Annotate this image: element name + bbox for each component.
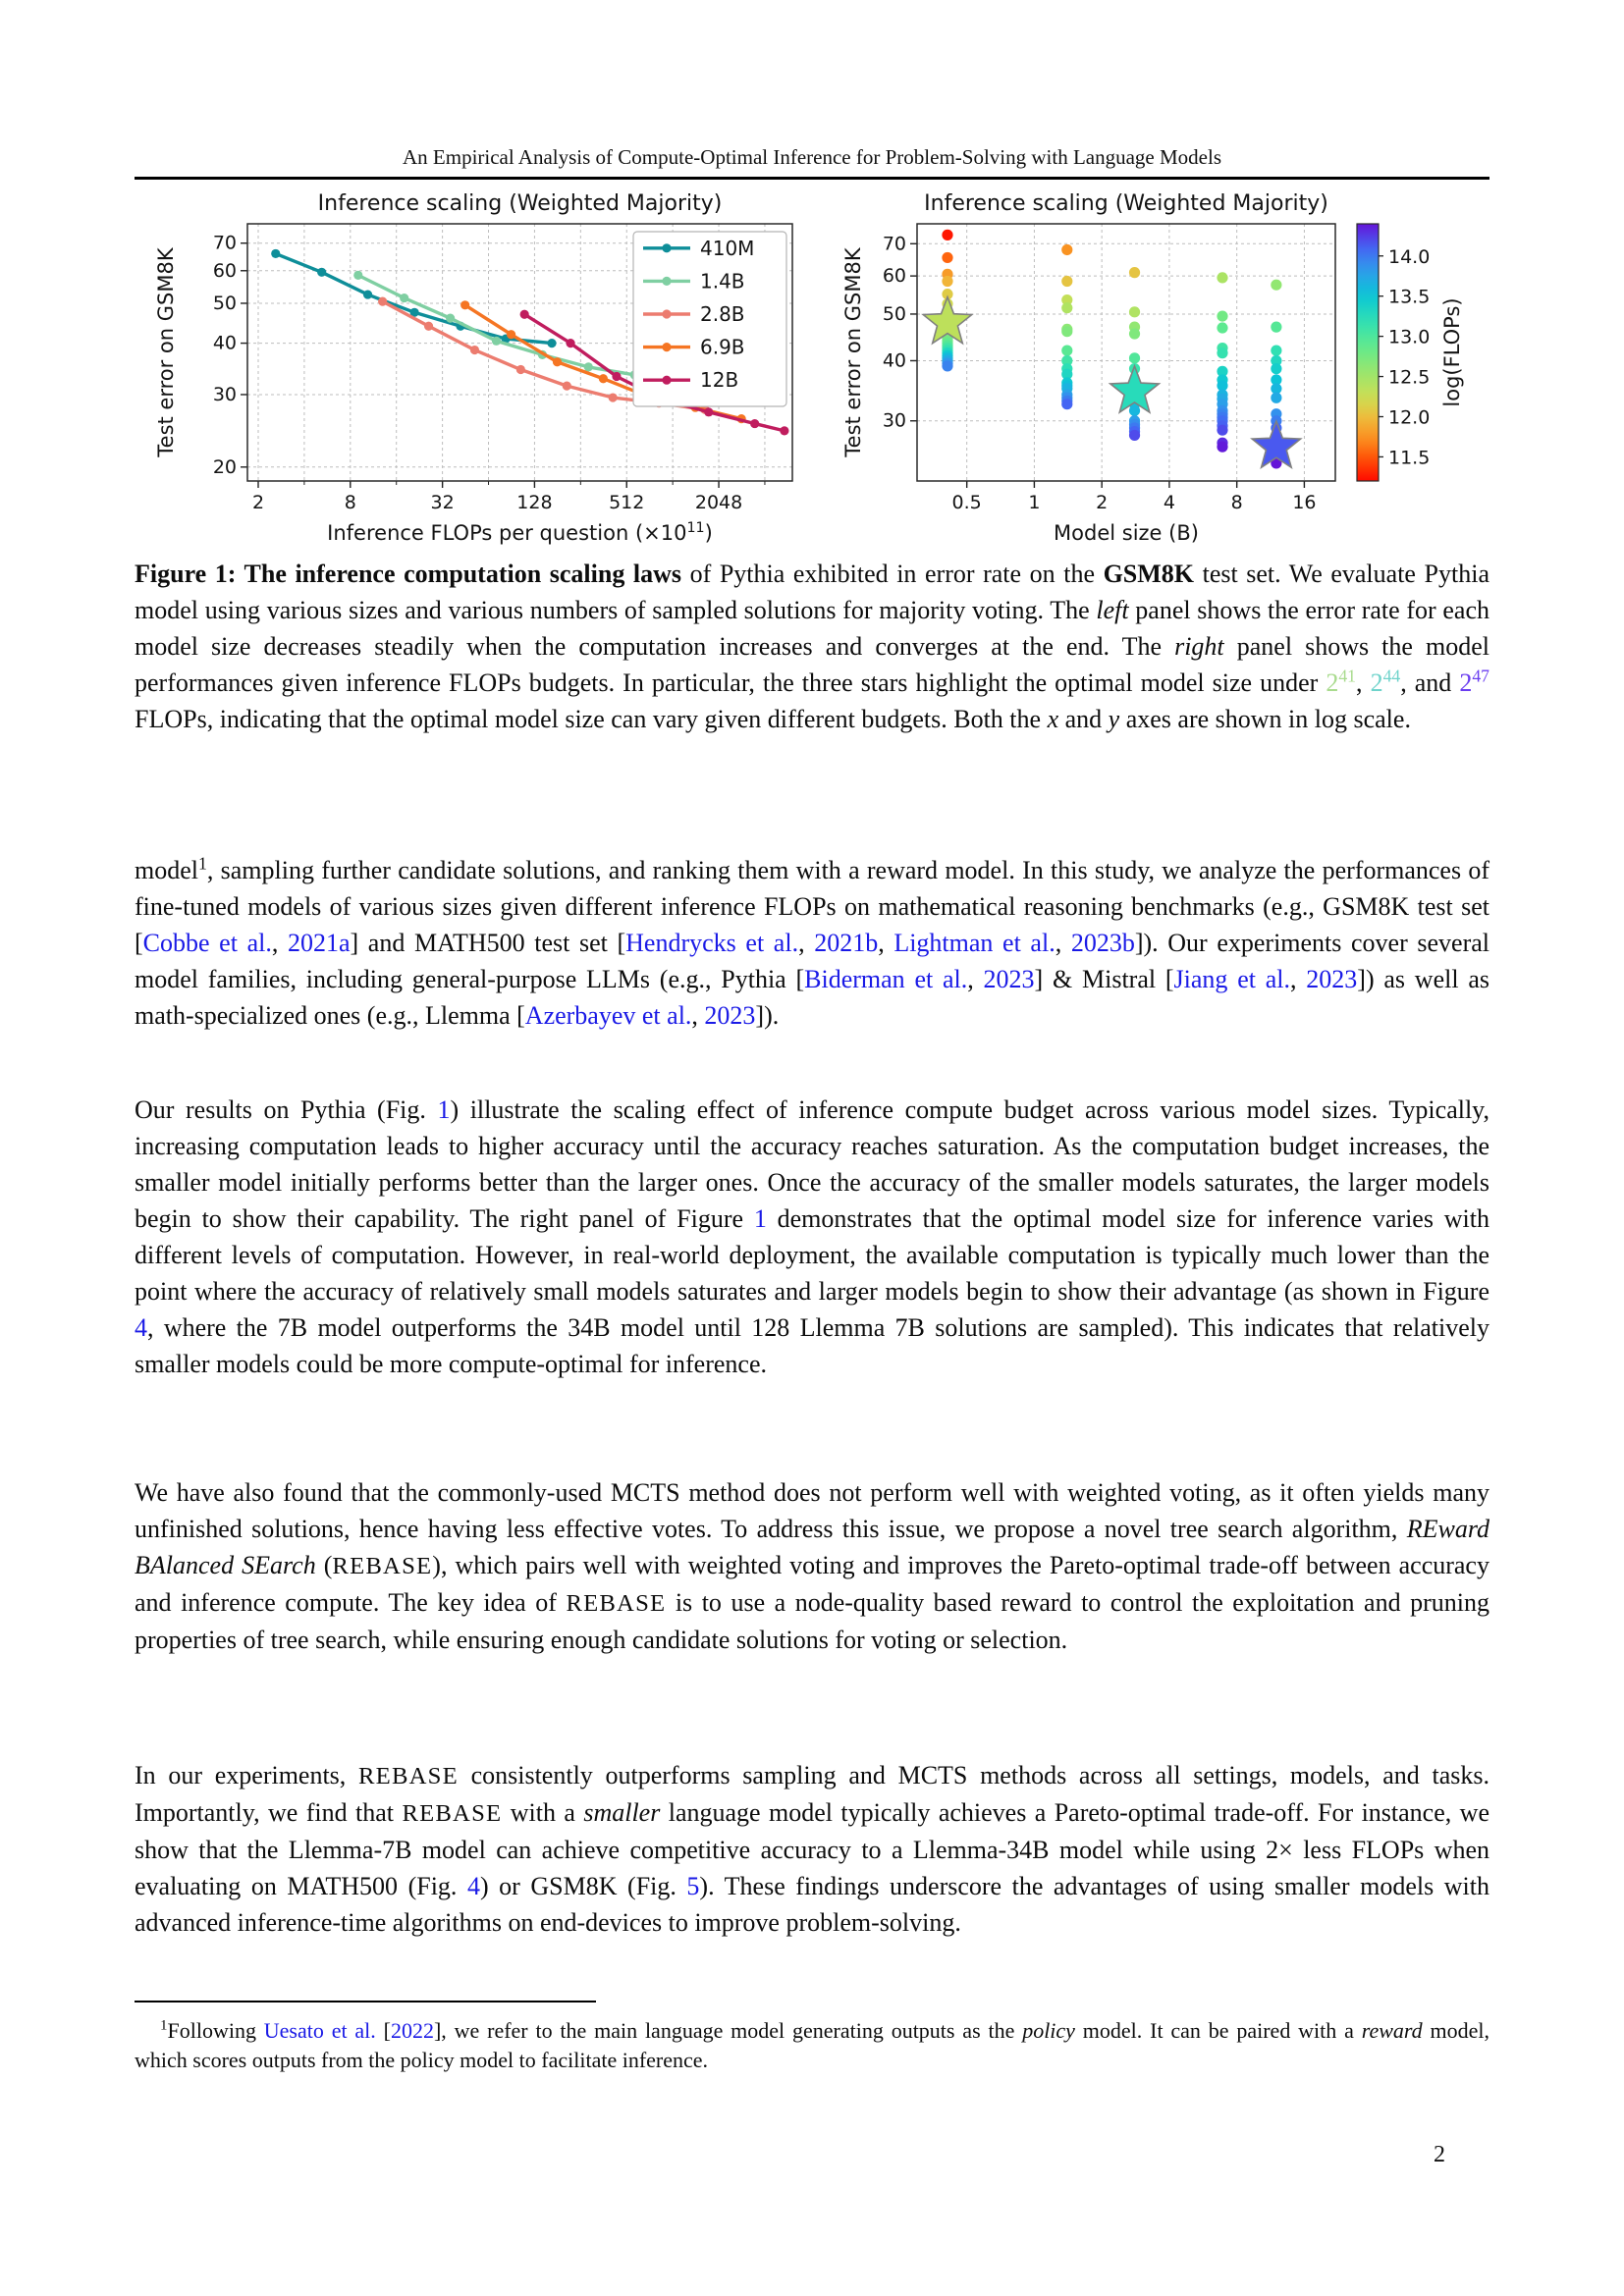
citation-link[interactable]: 4 xyxy=(466,1872,480,1900)
legend xyxy=(633,232,786,406)
chart-title: Inference scaling (Weighted Majority) xyxy=(924,191,1328,216)
svg-text:4: 4 xyxy=(1163,492,1175,513)
citation-link[interactable]: 2023 xyxy=(1306,965,1358,993)
svg-text:1.4B: 1.4B xyxy=(700,269,745,294)
citation-link[interactable]: 4 xyxy=(135,1313,147,1342)
svg-text:512: 512 xyxy=(609,492,645,513)
svg-text:20: 20 xyxy=(212,455,237,478)
citation-link[interactable]: Cobbe et al. xyxy=(142,929,272,957)
svg-text:12.0: 12.0 xyxy=(1388,406,1431,429)
svg-text:2048: 2048 xyxy=(694,492,743,513)
scatter-chart xyxy=(837,188,1475,563)
svg-text:40: 40 xyxy=(882,349,906,372)
svg-text:8: 8 xyxy=(344,492,356,513)
colorbar-label: log(FLOPs) xyxy=(1440,297,1464,407)
svg-text:1: 1 xyxy=(1028,492,1041,513)
svg-text:13.0: 13.0 xyxy=(1388,326,1431,348)
figure-caption: Figure 1: The inference computation scaling laws of Pythia exhibited in error rate on the GSM8K test set. We evaluate Pythia model using various sizes and various numbers of sampled solutions for majority voting. The left panel shows the error rate for each model size decreases steadily when the computation increases and converges at the end. The right panel shows the model performances given inference FLOPs budgets. In particular, the three stars highlight the optimal model size under $2^{41}$, $2^{44}$, and $2^{47}$ FLOPs, indicating that the optimal model size can vary given different budgets. Both the x and y axes are shown in log scale. xyxy=(135,560,1490,733)
y-axis-label: Test error on GSM8K xyxy=(841,247,865,457)
citation-link[interactable]: Lightman et al. xyxy=(893,929,1056,957)
citation-link[interactable]: Azerbayev et al. xyxy=(524,1001,692,1030)
svg-text:32: 32 xyxy=(430,492,455,513)
svg-text:60: 60 xyxy=(212,259,237,282)
citation-link[interactable]: 2023 xyxy=(704,1001,756,1030)
page-number: 2 xyxy=(1434,2142,1445,2167)
citation-link[interactable]: Hendrycks et al. xyxy=(625,929,799,957)
svg-text:40: 40 xyxy=(212,332,237,354)
citation-link[interactable]: 2023 xyxy=(983,965,1035,993)
citation-link[interactable]: 5 xyxy=(686,1872,700,1900)
citation-link[interactable]: 1 xyxy=(437,1095,451,1124)
paragraph-4: In our experiments, REBASE consistently outperforms sampling and MCTS methods across all settings, models, and tasks. Importantly, we find that REBASE with a smaller language model typically achieves a Pareto-optimal trade-off. For instance, we show that the Llemma-7B model can achieve competitive accuracy to a Llemma-34B model while using 2× less FLOPs when evaluating on MATH500 (Fig. 4) or GSM8K (Fig. 5). These findings underscore the advantages of using smaller models with advanced inference-time algorithms on end-devices to improve problem-solving. xyxy=(135,1761,1489,1937)
svg-text:8: 8 xyxy=(1230,492,1243,513)
paragraph-2: Our results on Pythia (Fig. 1) illustrate the scaling effect of inference compute budget across various model sizes. Typically, increasing computation leads to higher accuracy until the accuracy reaches saturation. As the computation budget increases, the smaller model initially performs better than the larger ones. Once the accuracy of the smaller models saturates, the larger models begin to show their capability. The right panel of Figure 1 demonstrates that the optimal model size for inference varies with different levels of computation. However, in real-world deployment, the available computation is typically much lower than the point where the accuracy of relatively small models saturates and larger models begin to show their advantage (as shown in Figure 4, where the 7B model outperforms the 34B model until 128 Llemma 7B solutions are sampled). This indicates that relatively smaller models could be more compute-optimal for inference. xyxy=(135,1095,1489,1378)
svg-text:410M: 410M xyxy=(700,236,755,260)
paragraph-3: We have also found that the commonly-used MCTS method does not perform well with weighted voting, as it often yields many unfinished solutions, hence having less effective votes. To address this issue, we propose a novel tree search algorithm, REward BAlanced SEarch (REBASE), which pairs well with weighted voting and improves the Pareto-optimal trade-off between accuracy and inference compute. The key idea of REBASE is to use a node-quality based reward to control the exploitation and pruning properties of tree search, while ensuring enough candidate solutions for voting or selection. xyxy=(135,1478,1489,1654)
y-axis-label: Test error on GSM8K xyxy=(154,247,178,457)
svg-text:Inference FLOPs per question (: Inference FLOPs per question $(\times 10^{11})$ xyxy=(327,520,713,545)
optimal-model-stars xyxy=(923,297,1300,468)
svg-text:16: 16 xyxy=(1292,492,1317,513)
svg-text:50: 50 xyxy=(212,292,237,314)
citation-link[interactable]: 2021b xyxy=(814,929,879,957)
svg-text:12.5: 12.5 xyxy=(1388,366,1431,389)
citation-link[interactable]: Uesato et al. xyxy=(263,2018,376,2043)
svg-text:70: 70 xyxy=(212,232,237,254)
svg-text:2: 2 xyxy=(1096,492,1109,513)
citation-link[interactable]: 1 xyxy=(753,1204,767,1233)
line-chart xyxy=(149,188,807,563)
footnote-rule xyxy=(135,2001,596,2002)
svg-text:6.9B: 6.9B xyxy=(700,335,745,359)
footnote: $^1$Following Uesato et al. [2022], we refer to the main language model generating outputs as the policy model. It can be paired with a reward model, which scores outputs from the policy model to facilitate inference. xyxy=(135,2017,1489,2072)
svg-text:12B: 12B xyxy=(700,368,739,393)
svg-text:Model size (B): Model size (B) xyxy=(1054,521,1199,545)
colorbar xyxy=(1357,224,1464,481)
svg-text:2: 2 xyxy=(251,492,265,513)
scatter-points xyxy=(942,230,1281,469)
figure-1 xyxy=(135,188,1489,563)
citation-link[interactable]: 2023b xyxy=(1070,929,1135,957)
svg-text:30: 30 xyxy=(212,383,237,405)
svg-text:13.5: 13.5 xyxy=(1388,286,1431,308)
chart-title: Inference scaling (Weighted Majority) xyxy=(317,191,723,216)
citation-link[interactable]: Biderman et al. xyxy=(804,965,968,993)
svg-text:2.8B: 2.8B xyxy=(700,302,745,326)
paragraph-1: model$^1$, sampling further candidate solutions, and ranking them with a reward model. In this study, we analyze the performances of fine-tuned models of various sizes given different inference FLOPs on mathematical reasoning benchmarks (e.g., GSM8K test set [Cobbe et al., 2021a] and MATH500 test set [Hendrycks et al., 2021b, Lightman et al., 2023b]). Our experiments cover several model families, including general-purpose LLMs (e.g., Pythia [Biderman et al., 2023] & Mistral [Jiang et al., 2023]) as well as math-specialized ones (e.g., Llemma [Azerbayev et al., 2023]). xyxy=(135,853,1490,1030)
svg-text:50: 50 xyxy=(882,302,906,325)
citation-link[interactable]: 2022 xyxy=(390,2018,434,2043)
citation-link[interactable]: Jiang et al. xyxy=(1173,965,1290,993)
running-header-title: An Empirical Analysis of Compute-Optimal Inference for Problem-Solving with Language Models xyxy=(403,145,1221,169)
svg-text:11.5: 11.5 xyxy=(1388,447,1431,469)
svg-text:30: 30 xyxy=(882,409,906,432)
citation-link[interactable]: 2021a xyxy=(287,929,351,957)
svg-text:14.0: 14.0 xyxy=(1388,245,1431,268)
svg-text:60: 60 xyxy=(882,265,906,288)
svg-text:128: 128 xyxy=(516,492,553,513)
svg-text:70: 70 xyxy=(882,233,906,255)
svg-text:0.5: 0.5 xyxy=(951,492,982,513)
header-rule xyxy=(135,177,1489,180)
